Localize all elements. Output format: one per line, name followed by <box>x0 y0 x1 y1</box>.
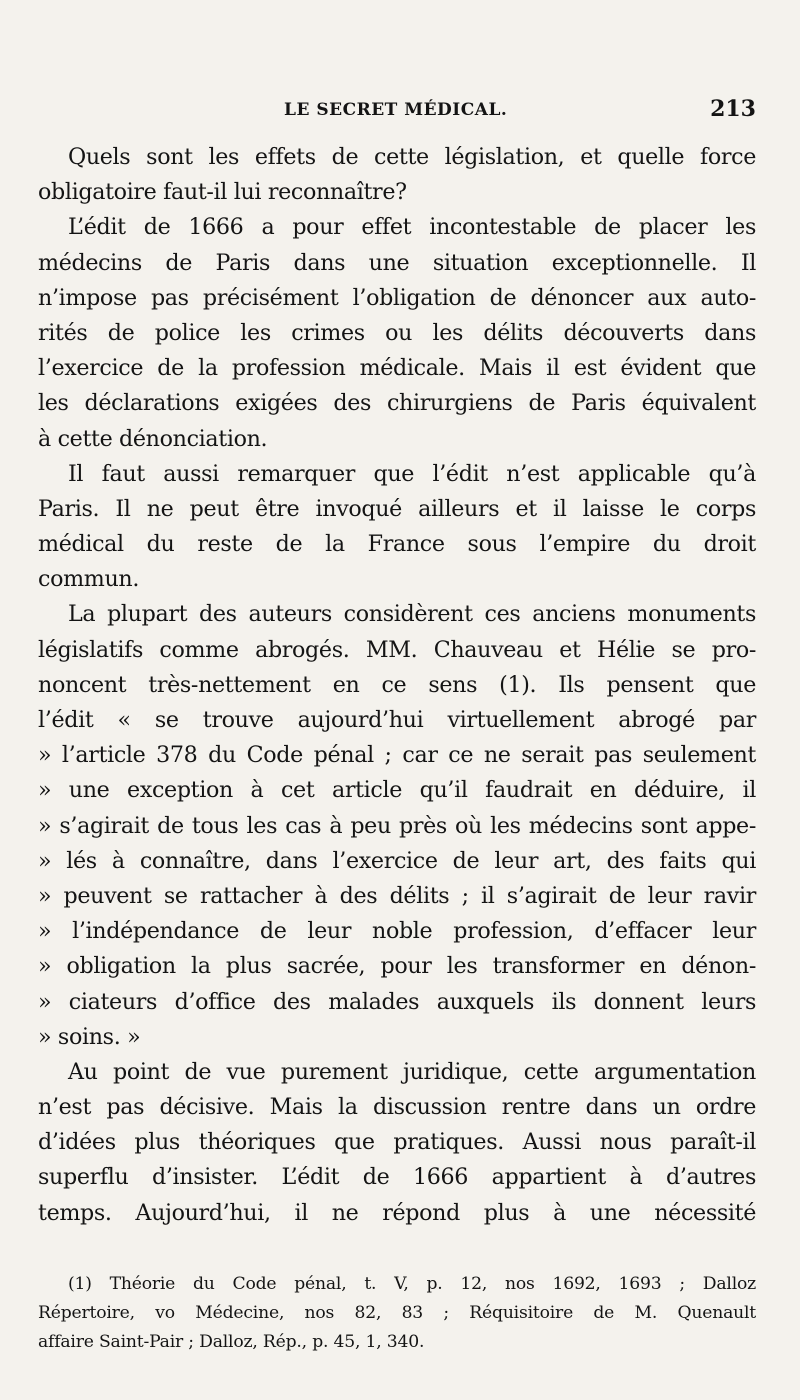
text-line: » l’indépendance de leur noble profession, d’effacer leur <box>38 918 756 945</box>
body-text <box>38 140 756 1231</box>
text-line: » soins. » <box>38 1023 141 1050</box>
text-line: n’impose pas précisément l’obligation de dénoncer aux auto- <box>38 284 756 311</box>
text-line: Il faut aussi remarquer que l’édit n’est applicable qu’à <box>68 460 756 487</box>
text-line: » une exception à cet article qu’il faudrait en déduire, il <box>38 777 756 804</box>
text-line: les déclarations exigées des chirurgiens de Paris équivalent <box>38 390 756 417</box>
text-line: n’est pas décisive. Mais la discussion rentre dans un ordre <box>38 1094 756 1121</box>
text-line: législatifs comme abrogés. MM. Chauveau et Hélie se pro- <box>38 636 756 663</box>
text-line: commun. <box>38 566 140 593</box>
text-line: obligatoire faut-il lui reconnaître? <box>38 179 407 206</box>
text-line: médecins de Paris dans une situation exceptionnelle. Il <box>38 249 756 276</box>
page-number: 213 <box>710 96 756 122</box>
text-line: » ciateurs d’office des malades auxquels ils donnent leurs <box>38 988 756 1015</box>
footnote-line: affaire Saint-Pair ; Dalloz, Rép., p. 45, 1, 340. <box>38 1332 425 1352</box>
text-line: L’édit de 1666 a pour effet incontestable de placer les <box>68 214 756 241</box>
footnote-line: Répertoire, vo Médecine, nos 82, 83 ; Réquisitoire de M. Quenault <box>38 1303 756 1323</box>
text-line: » l’article 378 du Code pénal ; car ce ne serait pas seulement <box>38 742 756 769</box>
footnote-line: (1) Théorie du Code pénal, t. V, p. 12, nos 1692, 1693 ; Dalloz <box>68 1274 756 1294</box>
text-line: Au point de vue purement juridique, cette argumentation <box>68 1058 756 1085</box>
running-title: LE SECRET MÉDICAL. <box>284 100 508 120</box>
text-line: superflu d’insister. L’édit de 1666 appartient à d’autres <box>38 1164 756 1191</box>
text-line: » s’agirait de tous les cas à peu près où les médecins sont appe- <box>38 812 756 839</box>
text-line: » peuvent se rattacher à des délits ; il s’agirait de leur ravir <box>38 882 756 909</box>
text-line: médical du reste de la France sous l’empire du droit <box>38 531 756 558</box>
text-line: d’idées plus théoriques que pratiques. Aussi nous paraît-il <box>38 1129 756 1156</box>
text-line: à cette dénonciation. <box>38 425 268 452</box>
text-line: temps. Aujourd’hui, il ne répond plus à une nécessité <box>38 1199 756 1226</box>
text-line: Quels sont les effets de cette législation, et quelle force <box>68 144 756 170</box>
text-line: La plupart des auteurs considèrent ces anciens monuments <box>68 601 756 628</box>
text-line: » lés à connaître, dans l’exercice de leur art, des faits qui <box>38 847 756 874</box>
footnotes <box>38 1270 756 1357</box>
text-line: noncent très-nettement en ce sens (1). Ils pensent que <box>38 671 756 698</box>
text-line: l’exercice de la profession médicale. Mais il est évident que <box>38 355 756 382</box>
page-header <box>62 96 756 132</box>
text-line: » obligation la plus sacrée, pour les transformer en dénon- <box>38 953 756 980</box>
text-line: rités de police les crimes ou les délits découverts dans <box>38 319 756 346</box>
text-line: Paris. Il ne peut être invoqué ailleurs et il laisse le corps <box>38 495 756 522</box>
text-line: l’édit « se trouve aujourd’hui virtuellement abrogé par <box>38 707 756 733</box>
